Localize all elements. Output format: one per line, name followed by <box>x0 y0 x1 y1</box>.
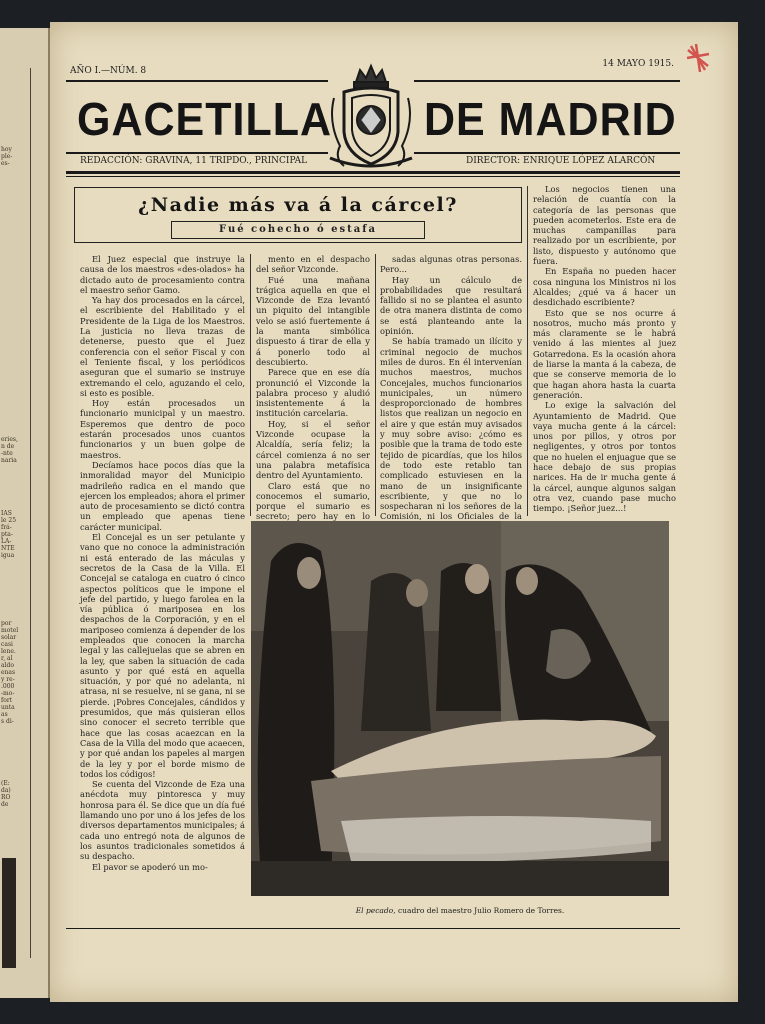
article-column-4 <box>533 184 676 514</box>
paragraph: El Juez especial que instruye la causa de los maestros «des-olados» ha dictado auto de procesamiento contra el maestro señor Gamo. <box>80 254 245 295</box>
header-rule <box>414 152 680 154</box>
paragraph: Parece que en ese día pronunció el Vizconde la palabra proceso y aludió insistentemente á la institución carcelaria. <box>256 367 370 419</box>
article-headline: ¿Nadie más va á la cárcel? <box>138 194 458 216</box>
masthead-title-left: GACETILLA <box>77 94 333 146</box>
paragraph: sadas algunas otras personas. Pero... <box>380 254 522 275</box>
paragraph: El Concejal es un ser petulante y vano que no conoce la administración ni está enterado de las máculas y secretos de la Casa de la Villa. El Concejal se cataloga en cuatro ó cinco aspectos políticos que le impone el jefe del partido, y luego farolea en la vía pública ó mariposea en los despachos de la Corporación, y en el mariposeo comienza á depender de los empleados que conocen la marcha legal y las callejuelas que se abren en la ley, que saben la situación de cada asunto y por qué está en aquella situación, y por qué no adelanta, ni atrasa, ni se resuelve, ni se gana, ni se pierde. ¡Pobres Concejales, cándidos y presumidos, que más quisieran ellos sino conocer el secreto terrible que hace que las cosas acaezcan en la Casa de la Villa del modo que acaecen, y por qué andan los papeles al margen de la ley y por el borde mismo de todos los códigos! <box>80 532 245 779</box>
caption-text: cuadro del maestro Julio Romero de Torres. <box>395 906 565 915</box>
paragraph: mento en el despacho del señor Vizconde. <box>256 254 370 275</box>
figure-caption <box>251 906 669 915</box>
painting-photograph <box>251 521 669 896</box>
previous-page-fragment: IAS le 25 frá- pta- LA- NTE igua <box>1 510 17 559</box>
article-column-3 <box>380 254 522 553</box>
header-bottom-rule <box>66 171 680 174</box>
article-headline-box <box>74 187 522 243</box>
paragraph: Esto que se nos ocurre á nosotros, mucho más pronto y más claramente se le habrá venido á las mientes al juez Gotarredona. Es la ocasión ahora de liarse la manta á la cabeza, de que se conserve memoria de lo que hagan ahora hasta la cuarta generación. <box>533 307 676 400</box>
paragraph: Hoy están procesados un funcionario municipal y un maestro. Esperemos que dentro de poco estarán procesados unos cuantos funcionarios y un buen golpe de maestros. <box>80 398 245 460</box>
issue-date: 14 MAYO 1915. <box>602 59 674 69</box>
header-bottom-rule-thin <box>66 176 680 177</box>
paragraph: Claro está que no conocemos el sumario, porque el sumario es secreto; pero hay en lo <box>256 480 370 522</box>
previous-page-edge <box>0 28 50 998</box>
painting-image <box>251 521 669 896</box>
paragraph: Ya hay dos procesados en la cárcel, el escribiente del Habilitado y el Presidente de la Liga de los Maestros. La justicia no lleva trazas de detenerse, puesto que el Juez conferencia con el señor Fiscal y con el Teniente fiscal, y los periódicos aseguran que el sumario se instruye extremando el celo, aguzando el celo, si esto es posible. <box>80 295 245 398</box>
previous-page-fragment: por motel solar casi lene. r, al aldo enas y re- .000 -mo- fort unta as s di- <box>1 620 19 725</box>
paragraph: Lo exige la salvación del Ayuntamiento de Madrid. Que vaya mucha gente á la cárcel: unos por pillos, y otros por negligentes, y otros por tontos que no huelen el enjuague que se hace debajo de sus propias narices. Ha de ir mucha gente á la cárcel, aunque algunos salgan otra vez, cuando pase mucho tiempo. ¡Señor juez...! <box>533 400 676 514</box>
editorial-address: REDACCIÓN: GRAVINA, 11 TRIPDO., PRINCIPAL <box>80 156 308 166</box>
paragraph: Se cuenta del Vizconde de Eza una anécdota muy pintoresca y muy honrosa para él. Se dice que un día fué llamando uno por uno á los jefes de los diversos departamentos municipales; á cada uno entregó nota de algunos de los asuntos tradicionales sometidos á su despacho. <box>80 779 245 862</box>
director-credit: DIRECTOR: ENRIQUE LÓPEZ ALARCÓN <box>466 156 656 166</box>
madrid-coat-of-arms-icon <box>326 62 416 170</box>
painting-title: El pecado, <box>355 906 396 915</box>
article-column-1 <box>80 254 245 872</box>
previous-page-rule <box>30 68 31 958</box>
header-rule <box>414 80 680 82</box>
paragraph: Los negocios tienen una relación de cuantía con la categoría de las personas que pueden acometerlos. Este era de muchas campanillas para realizado por un escribiente, por listo, dispuesto y autónomo que fuera. <box>533 184 676 267</box>
header-rule <box>66 80 328 82</box>
previous-page-fragment: eries, n de -nte naria <box>1 436 18 464</box>
page-bottom-rule <box>66 928 680 929</box>
header-rule <box>66 152 328 154</box>
paragraph: Se había tramado un ilícito y criminal negocio de muchos miles de duros. En él intervenían muchos maestros, muchos Concejales, muchos funcionarios municipales, un número desproporcionado de hombres listos que realizan un negocio en el aire y que están muy avisados y muy sobre aviso: ¿cómo es posible que la trama de todo este tejido de picardías, que los hilos de todo este retablo tan complicado estuviesen en la mano de un insignificante escribiente, y que no lo sospecharan ni los señores de la Comisión, ni los Oficiales de la <box>380 336 522 522</box>
paragraph: Decíamos hace pocos días que la inmoralidad mayor del Municipio madrileño radica en el mando que ejercen los empleados; ahora el primer auto de procesamiento se dictó contra un empleado que apenas tiene carácter municipal. <box>80 459 245 532</box>
paragraph: El pavor se apoderó un mo- <box>92 861 208 872</box>
masthead-title-right: DE MADRID <box>424 94 677 146</box>
previous-page-fragment: hoy ple- es- <box>1 146 13 167</box>
column-divider <box>250 254 251 516</box>
previous-page-fragment: (E: da) RO de <box>1 780 11 808</box>
paragraph: En España no pueden hacer cosa ninguna los Ministros ni los Alcaldes; ¿qué va á hacer un desdichado escribiente? <box>533 266 676 308</box>
column-divider <box>375 254 376 516</box>
previous-page-ink-block <box>2 858 16 968</box>
paragraph: Hay un cálculo de probabilidades que resultará fallido si no se plantea el asunto de otra manera distinta de como se está planteando ante la opinión. <box>380 274 522 337</box>
paragraph: Hoy, si el señor Vizconde ocupase la Alcaldía, sería feliz; la cárcel comienza á no ser una palabra metafísica dentro del Ayuntamiento. <box>256 418 370 481</box>
paragraph: Fué una mañana trágica aquella en que el Vizconde de Eza levantó un piquito del intangible velo se asió fuertemente á la manta simbólica dispuesto á tirar de ella y á ponerlo todo al descubierto. <box>256 274 370 367</box>
issue-number: AÑO I.—NÚM. 8 <box>70 66 147 76</box>
column-divider <box>527 186 528 516</box>
article-subheadline: Fué cohecho ó estafa <box>171 221 425 239</box>
archive-stamp-mark <box>685 40 711 76</box>
